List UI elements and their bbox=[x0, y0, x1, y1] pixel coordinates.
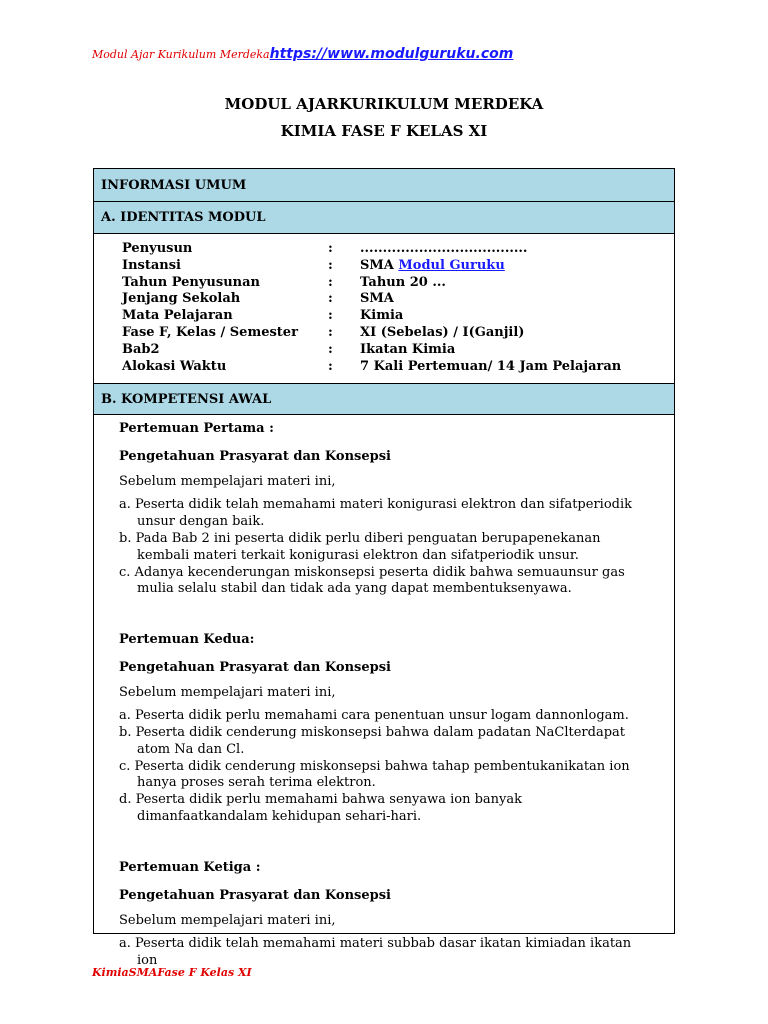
identitas-row-instansi bbox=[122, 258, 674, 275]
identitas-row-fase bbox=[122, 325, 674, 342]
pertemuan-heading: Pertemuan Kedua: bbox=[119, 632, 255, 648]
page-footer: KimiaSMAFase F Kelas XI bbox=[92, 966, 252, 979]
pertemuan-subheading: Pengetahuan Prasyarat dan Konsepsi bbox=[119, 660, 391, 676]
identitas-value: Tahun 20 ... bbox=[360, 274, 446, 290]
document-subtitle: KIMIA FASE F KELAS XI bbox=[280, 122, 488, 140]
list-item: a. Peserta didik perlu memahami cara penentuan unsur logam dannonlogam. bbox=[119, 708, 629, 724]
list-item: c. Peserta didik cenderung miskonsepsi bahwa tahap pembentukanikatan ion hanya proses serah terima elektron. bbox=[119, 758, 630, 791]
identitas-label: Fase F, Kelas / Semester bbox=[122, 324, 298, 340]
identitas-label: Bab2 bbox=[122, 341, 160, 357]
identitas-colon: : bbox=[328, 291, 333, 307]
list-item: a. Peserta didik telah memahami materi konigurasi elektron dan sifatperiodik unsur dengan baik. bbox=[119, 497, 633, 530]
pertemuan-heading: Pertemuan Pertama : bbox=[119, 421, 274, 437]
pertemuan-block bbox=[119, 632, 654, 826]
identitas-label: Mata Pelajaran bbox=[122, 308, 233, 324]
section-identitas-modul: A. IDENTITAS MODUL bbox=[94, 202, 674, 234]
kompetensi-content bbox=[94, 415, 674, 969]
identitas-label: Instansi bbox=[122, 257, 181, 273]
identitas-value: Ikatan Kimia bbox=[360, 341, 456, 357]
identitas-colon: : bbox=[328, 241, 333, 256]
identitas-label: Alokasi Waktu bbox=[122, 358, 227, 374]
pertemuan-subheading: Pengetahuan Prasyarat dan Konsepsi bbox=[119, 449, 391, 465]
identitas-row-jenjang bbox=[122, 291, 674, 308]
identitas-label: Tahun Penyusunan bbox=[122, 274, 260, 290]
identitas-colon: : bbox=[328, 324, 333, 340]
identitas-value bbox=[360, 258, 505, 275]
pertemuan-intro: Sebelum mempelajari materi ini, bbox=[119, 912, 336, 928]
identitas-colon: : bbox=[328, 274, 333, 290]
identitas-row-tahun bbox=[122, 275, 674, 292]
pertemuan-block bbox=[119, 860, 654, 970]
identitas-label: Jenjang Sekolah bbox=[122, 291, 241, 307]
identitas-colon: : bbox=[328, 308, 333, 324]
pertemuan-intro: Sebelum mempelajari materi ini, bbox=[119, 685, 336, 701]
identitas-colon: : bbox=[328, 358, 333, 374]
module-table bbox=[93, 168, 675, 968]
identitas-colon: : bbox=[328, 341, 333, 357]
identitas-value: ..................................... bbox=[360, 241, 528, 256]
page-header bbox=[92, 43, 513, 62]
pertemuan-block bbox=[119, 421, 654, 598]
header-url-link[interactable]: https://www.modulguruku.com bbox=[269, 46, 514, 62]
identitas-value: XI (Sebelas) / I(Ganjil) bbox=[360, 324, 525, 340]
instansi-prefix: SMA bbox=[360, 257, 399, 273]
identitas-value: SMA bbox=[360, 291, 394, 307]
list-item: c. Adanya kecenderungan miskonsepsi peserta didik bahwa semuaunsur gas mulia selalu stabil dan tidak ada yang dapat membentuksenyawa. bbox=[119, 564, 625, 597]
pertemuan-intro: Sebelum mempelajari materi ini, bbox=[119, 474, 336, 490]
identitas-colon: : bbox=[328, 257, 333, 273]
identitas-value: 7 Kali Pertemuan/ 14 Jam Pelajaran bbox=[360, 358, 622, 374]
list-item: a. Peserta didik telah memahami materi subbab dasar ikatan kimiadan ikatan ion bbox=[119, 935, 632, 968]
identitas-row-alokasi bbox=[122, 359, 674, 376]
identitas-list bbox=[94, 234, 674, 383]
identitas-row-penyusun bbox=[122, 241, 674, 258]
instansi-link[interactable]: Modul Guruku bbox=[398, 257, 505, 273]
section-informasi-umum: INFORMASI UMUM bbox=[94, 169, 674, 202]
section-kompetensi-awal: B. KOMPETENSI AWAL bbox=[94, 383, 674, 415]
list-item: d. Peserta didik perlu memahami bahwa senyawa ion banyak dimanfaatkandalam kehidupan sehari-hari. bbox=[119, 792, 523, 824]
identitas-value: Kimia bbox=[360, 308, 404, 324]
list-item: b. Pada Bab 2 ini peserta didik perlu diberi penguatan berupapenekanan kembali materi terkait konigurasi elektron dan sifatperiodik unsur. bbox=[119, 530, 601, 563]
list-item: b. Peserta didik cenderung miskonsepsi bahwa dalam padatan NaClterdapat atom Na dan Cl. bbox=[119, 724, 626, 757]
identitas-label: Penyusun bbox=[122, 241, 193, 256]
pertemuan-subheading: Pengetahuan Prasyarat dan Konsepsi bbox=[119, 887, 391, 903]
document-title: MODUL AJARKURIKULUM MERDEKA bbox=[224, 95, 544, 113]
header-title: Modul Ajar Kurikulum Merdeka bbox=[92, 48, 270, 61]
identitas-row-mapel bbox=[122, 308, 674, 325]
pertemuan-heading: Pertemuan Ketiga : bbox=[119, 859, 261, 875]
identitas-row-bab bbox=[122, 342, 674, 359]
